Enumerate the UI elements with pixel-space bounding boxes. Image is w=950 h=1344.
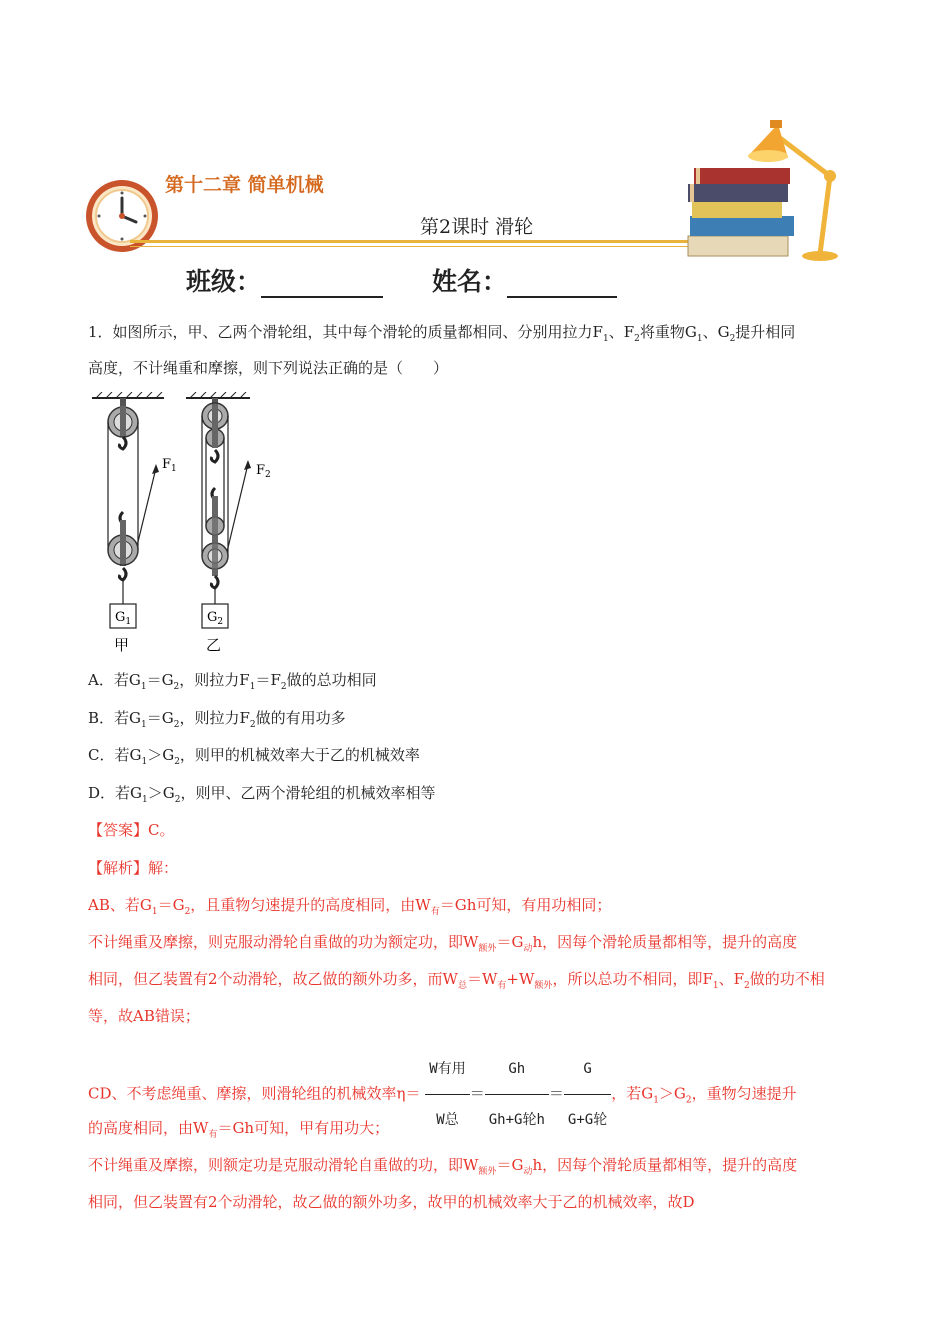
answer-line bbox=[88, 820, 175, 840]
analysis-line-3: 相同，但乙装置有2个动滑轮，故乙做的额外功多，而$W_总=W_有+W_{额外}$，所以总功不相同，即$F_1$、$F_2$做的功不相 bbox=[88, 970, 825, 991]
books-lamp-illustration bbox=[680, 118, 860, 268]
name-label: 姓名： bbox=[432, 267, 508, 296]
analysis-line-4: 等，故AB错误； bbox=[88, 1007, 200, 1025]
caption-yi: 乙 bbox=[206, 636, 222, 654]
svg-text:G1: $G_1$ bbox=[115, 610, 132, 627]
efficiency-fraction-1: $\frac{\text{W有用}}{\text{W总}}$ bbox=[425, 1044, 469, 1145]
name-input[interactable] bbox=[507, 270, 617, 298]
name-field bbox=[432, 262, 617, 298]
analysis-line-2: 不计绳重及摩擦，则克服动滑轮自重做的功为额定功，即$W_{额外}=G_动h$，因每个滑轮质量都相等，提升的高度 bbox=[88, 933, 798, 954]
efficiency-fraction-3: $\frac{G}{\text{G+G轮}}$ bbox=[564, 1044, 611, 1145]
question-line-1: 1．如图所示，甲、乙两个滑轮组，其中每个滑轮的质量都相同、分别用拉力$F_1$、$F_2$将重物$G_1$、$G_2$提升相同 bbox=[88, 323, 796, 344]
f2-label: $F_2$ bbox=[256, 463, 271, 480]
svg-text:G2: $G_2$ bbox=[207, 610, 224, 627]
option-b: B．若$G_1=G_2$，则拉力$F_2$做的有用功多 bbox=[88, 709, 346, 730]
answer-value: C。 bbox=[148, 821, 175, 839]
analysis-line-5: CD、不考虑绳重、摩擦，则滑轮组的机械效率η＝ $\frac{\text{W有用}}{\text{W总}}$ ＝ $\frac{Gh}{\text{Gh+G轮h}}$ ＝ $\frac{G}{\text{G+G轮}}$ ，若$G_1>G_2$，重物匀速提升 bbox=[88, 1044, 797, 1145]
efficiency-fraction-2: $\frac{Gh}{\text{Gh+G轮h}}$ bbox=[485, 1044, 549, 1145]
class-label: 班级： bbox=[186, 267, 262, 296]
question-line-2: 高度，不计绳重和摩擦，则下列说法正确的是（ ） bbox=[88, 359, 449, 377]
option-d: D．若$G_1>G_2$，则甲、乙两个滑轮组的机械效率相等 bbox=[88, 784, 436, 805]
analysis-heading: 【解析】解： bbox=[88, 859, 179, 877]
chapter-title: 第十二章 简单机械 bbox=[165, 174, 324, 196]
pulley-figure bbox=[86, 392, 286, 660]
analysis-line-1: AB、若$G_1=G_2$，且重物匀速提升的高度相同，由$W_有=Gh$可知，有用功相同； bbox=[88, 896, 612, 917]
analysis-line-7: 不计绳重及摩擦，则额定功是克服动滑轮自重做的功，即$W_{额外}=G_动h$，因每个滑轮质量都相等，提升的高度 bbox=[88, 1156, 798, 1177]
lesson-title: 第2课时 滑轮 bbox=[420, 216, 534, 238]
caption-jia: 甲 bbox=[114, 636, 130, 654]
class-input[interactable] bbox=[261, 270, 383, 298]
analysis-line-8: 相同，但乙装置有2个动滑轮，故乙做的额外功多，故甲的机械效率大于乙的机械效率，故D bbox=[88, 1193, 695, 1211]
f1-label: $F_1$ bbox=[162, 457, 177, 474]
option-a: A．若$G_1=G_2$，则拉力$F_1=F_2$做的总功相同 bbox=[88, 671, 377, 692]
option-c: C．若$G_1>G_2$，则甲的机械效率大于乙的机械效率 bbox=[88, 746, 420, 767]
answer-label: 【答案】 bbox=[88, 821, 149, 839]
analysis-line-6: 的高度相同，由$W_有=Gh$可知，甲有用功大； bbox=[88, 1119, 390, 1140]
class-field bbox=[186, 262, 383, 298]
